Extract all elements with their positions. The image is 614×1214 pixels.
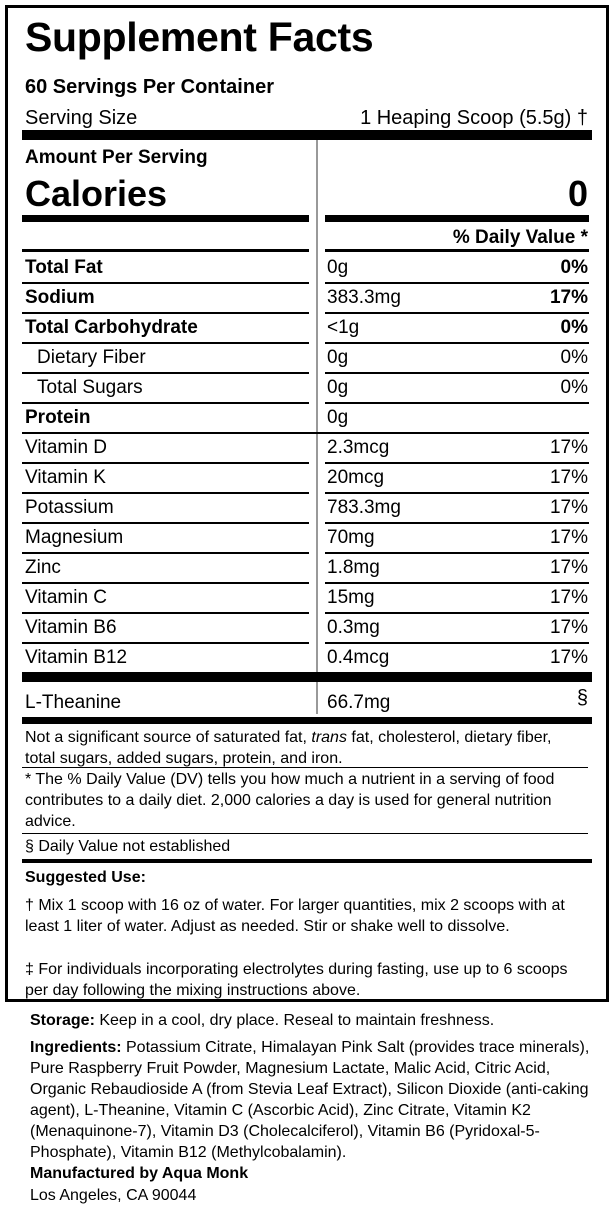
nutrient-dv: 17% xyxy=(549,617,588,638)
nutrient-row-l-theanine xyxy=(0,689,614,719)
nutrient-name: Vitamin D xyxy=(25,437,108,458)
servings-per-container: 60 Servings Per Container xyxy=(25,76,274,98)
nutrient-row xyxy=(0,314,614,344)
calories-value: 0 xyxy=(567,173,588,214)
nutrient-amount: 783.3mg xyxy=(327,497,401,518)
nutrient-dv: 17% xyxy=(549,587,588,608)
nutrient-amount: 2.3mcg xyxy=(327,437,390,458)
nutrient-row xyxy=(0,404,614,434)
nutrient-dv: 0% xyxy=(560,317,588,338)
nutrient-name: L-Theanine xyxy=(25,692,122,713)
nutrient-row xyxy=(0,284,614,314)
serving-size-label: Serving Size xyxy=(25,107,138,129)
nutrient-dv: 0% xyxy=(560,377,588,398)
daily-value-note: * The % Daily Value (DV) tells you how much a nutrient in a serving of food contributes to a daily diet. 2,000 calories a day is used for general nutrition advice. xyxy=(25,771,555,830)
nutrient-name: Potassium xyxy=(25,497,114,518)
storage-text: Storage: Keep in a cool, dry place. Reseal to maintain freshness. xyxy=(30,1012,495,1029)
nutrient-dv: 17% xyxy=(549,497,588,518)
nutrient-dv: 17% xyxy=(549,437,588,458)
nutrient-name: Dietary Fiber xyxy=(37,347,146,368)
nutrient-amount: 0g xyxy=(327,347,349,368)
nutrient-dv: 0% xyxy=(560,257,588,278)
serving-size-value: 1 Heaping Scoop (5.5g) † xyxy=(360,107,588,129)
nutrient-amount: 15mg xyxy=(327,587,375,608)
thick-divider-other xyxy=(22,672,592,682)
suggested-use-heading: Suggested Use: xyxy=(25,869,146,886)
dv-not-established-note: § Daily Value not established xyxy=(25,838,231,855)
nutrient-name: Magnesium xyxy=(25,527,124,548)
nutrient-amount: 0.4mcg xyxy=(327,647,390,668)
nutrient-amount: 66.7mg xyxy=(327,692,391,713)
manufacturer-name: Manufactured by Aqua Monk xyxy=(30,1165,249,1182)
panel-title: Supplement Facts xyxy=(25,14,374,60)
header-rule-right xyxy=(325,249,589,252)
nutrient-row xyxy=(0,584,614,614)
footnote-rule xyxy=(22,833,588,834)
nutrient-amount: <1g xyxy=(327,317,360,338)
nutrient-amount: 0g xyxy=(327,377,349,398)
nutrient-row xyxy=(0,524,614,554)
nutrient-amount: 0g xyxy=(327,407,349,428)
nutrient-dv: 17% xyxy=(549,467,588,488)
amount-per-serving: Amount Per Serving xyxy=(25,147,208,168)
nutrient-name: Vitamin B12 xyxy=(25,647,128,668)
suggested-use-rule xyxy=(22,859,592,863)
header-rule-left xyxy=(22,249,309,252)
nutrient-amount: 70mg xyxy=(327,527,375,548)
nutrient-row xyxy=(0,614,614,644)
nutrient-row xyxy=(0,344,614,374)
nutrient-dv: 17% xyxy=(549,647,588,668)
nutrient-row xyxy=(0,254,614,284)
nutrient-amount: 0.3mg xyxy=(327,617,380,638)
not-significant-note: Not a significant source of saturated fat, trans fat, cholesterol, dietary fiber, total sugars, added sugars, protein, and iron. xyxy=(25,729,552,767)
nutrient-dv: 17% xyxy=(549,527,588,548)
nutrient-name: Total Sugars xyxy=(37,377,143,398)
nutrient-row xyxy=(0,644,614,674)
ingredients-text: Ingredients: Potassium Citrate, Himalayan Pink Salt (provides trace minerals), Pure Raspberry Fruit Powder, Magnesium Lactate, Malic Acid, Citric Acid, Organic Rebaudioside A (from Stevia Leaf Extract), Silicon Dioxide (anti-caking agent), L-Theanine, Vitamin C (Ascorbic Acid), Zinc Citrate, Vitamin K2 (Menaquinone-7), Vitamin D3 (Cholecalciferol), Vitamin B6 (Pyridoxal-5-Phosphate), Vitamin B12 (Methylcobalamin). xyxy=(30,1039,590,1161)
nutrient-dv: 17% xyxy=(549,287,588,308)
nutrient-dv: 17% xyxy=(549,557,588,578)
calories-rule-left xyxy=(22,215,309,222)
nutrient-name: Zinc xyxy=(25,557,61,578)
nutrient-amount: 0g xyxy=(327,257,349,278)
nutrient-amount: 1.8mg xyxy=(327,557,380,578)
nutrient-amount: 383.3mg xyxy=(327,287,401,308)
nutrient-name: Vitamin K xyxy=(25,467,106,488)
calories-rule-right xyxy=(325,215,589,222)
nutrient-row xyxy=(0,554,614,584)
thick-divider xyxy=(22,130,592,140)
nutrient-name: Total Fat xyxy=(25,257,103,278)
nutrient-row xyxy=(0,464,614,494)
nutrient-row xyxy=(0,494,614,524)
calories-label: Calories xyxy=(25,173,168,214)
nutrient-dv: 0% xyxy=(560,347,588,368)
nutrient-row xyxy=(0,434,614,464)
nutrient-dv: § xyxy=(576,687,588,709)
thick-divider-footnotes xyxy=(22,717,592,724)
nutrient-name: Sodium xyxy=(25,287,95,308)
footnote-rule xyxy=(22,767,588,768)
nutrient-name: Vitamin B6 xyxy=(25,617,117,638)
nutrient-name: Vitamin C xyxy=(25,587,108,608)
daily-value-header: % Daily Value * xyxy=(452,227,588,248)
suggested-use-dagger: † Mix 1 scoop with 16 oz of water. For larger quantities, mix 2 scoops with at least 1 liter of water. Adjust as needed. Stir or shake well to dissolve. xyxy=(25,897,565,935)
suggested-use-double-dagger: ‡ For individuals incorporating electrolytes during fasting, use up to 6 scoops per day following the mixing instructions above. xyxy=(25,961,568,999)
nutrient-amount: 20mcg xyxy=(327,467,385,488)
nutrient-row xyxy=(0,374,614,404)
nutrient-name: Total Carbohydrate xyxy=(25,317,198,338)
nutrient-name: Protein xyxy=(25,407,91,428)
manufacturer-address: Los Angeles, CA 90044 xyxy=(30,1187,197,1204)
